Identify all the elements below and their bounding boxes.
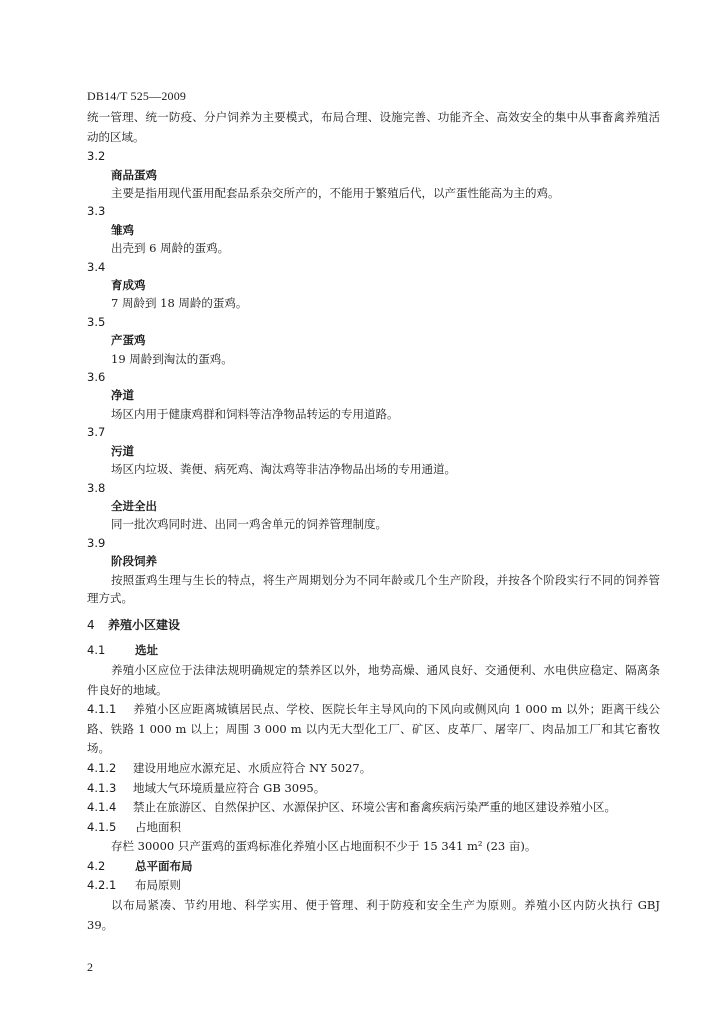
term-definition: 出壳到 6 周龄的蛋鸡。 bbox=[111, 241, 230, 256]
term-definition: 同一批次鸡同时进、出同一鸡舍单元的饲养管理制度。 bbox=[111, 517, 387, 532]
clause-4-1-4 bbox=[87, 798, 660, 818]
term-definition: 按照蛋鸡生理与生长的特点，将生产周期划分为不同年龄或几个生产阶段，并按各个阶段实行不同的饲养管理方式。 bbox=[87, 572, 660, 605]
term-name: 阶段饲养 bbox=[111, 554, 157, 569]
section-number: 4.1.5 bbox=[87, 819, 117, 834]
clause-number: 4.1.1 bbox=[87, 702, 117, 717]
term-number: 3.3 bbox=[87, 204, 106, 219]
section-number: 4.2.1 bbox=[87, 878, 117, 893]
term-number: 3.2 bbox=[87, 149, 106, 164]
term-3-4 bbox=[87, 258, 660, 313]
term-number: 3.8 bbox=[87, 480, 106, 495]
clause-text: 养殖小区应距离城镇居民点、学校、医院长年主导风向的下风向或侧风向 1 000 m 以外；距离干线公路、铁路 1 000 m 以上；周围 3 000 m 以内无大型化工厂、矿区、皮革厂、屠宰厂、肉品加工厂和其它畜牧场。 bbox=[87, 702, 660, 756]
page-body bbox=[87, 108, 660, 935]
clause-4-1-1 bbox=[87, 700, 660, 759]
document-code: DB14/T 525—2009 bbox=[87, 89, 187, 103]
clause-number: 4.1.4 bbox=[87, 800, 117, 815]
clause-4-1-2 bbox=[87, 759, 660, 779]
section-title: 布局原则 bbox=[135, 878, 181, 893]
term-3-9 bbox=[87, 534, 660, 608]
term-name: 产蛋鸡 bbox=[111, 333, 146, 348]
term-3-5 bbox=[87, 313, 660, 368]
intro-paragraph: 统一管理、统一防疫、分户饲养为主要模式，布局合理、设施完善、功能齐全、高效安全的集中从事畜禽养殖活动的区域。 bbox=[87, 110, 660, 144]
section-number: 4.1 bbox=[87, 643, 106, 658]
term-definition: 场区内垃圾、粪便、病死鸡、淘汰鸡等非洁净物品出场的专用通道。 bbox=[111, 462, 456, 477]
term-number: 3.7 bbox=[87, 425, 106, 440]
clause-text: 禁止在旅游区、自然保护区、水源保护区、环境公害和畜禽疾病污染严重的地区建设养殖小区。 bbox=[133, 800, 616, 815]
section-number: 4.2 bbox=[87, 858, 106, 873]
clause-text: 建设用地应水源充足、水质应符合 NY 5027。 bbox=[133, 760, 372, 775]
term-number: 3.9 bbox=[87, 535, 106, 550]
term-number: 3.6 bbox=[87, 370, 106, 385]
term-3-8 bbox=[87, 479, 660, 534]
term-name: 全进全出 bbox=[111, 498, 157, 513]
term-definition: 主要是指用现代蛋用配套品系杂交所产的，不能用于繁殖后代，以产蛋性能高为主的鸡。 bbox=[111, 186, 560, 200]
section-heading-4-1 bbox=[87, 641, 660, 661]
section-paragraph: 养殖小区应位于法律法规明确规定的禁养区以外，地势高燥、通风良好、交通便利、水电供应稳定、隔离条件良好的地域。 bbox=[87, 662, 660, 697]
section-paragraph: 以布局紧凑、节约用地、科学实用、便于管理、利于防疫和安全生产为原则。养殖小区内防火执行 GBJ 39。 bbox=[87, 898, 660, 932]
clause-number: 4.1.2 bbox=[87, 760, 117, 775]
section-heading-4-2-1 bbox=[87, 876, 660, 896]
term-name: 净道 bbox=[111, 388, 134, 403]
term-3-2 bbox=[87, 147, 660, 202]
section-paragraph: 存栏 30000 只产蛋鸡的蛋鸡标准化养殖小区占地面积不少于 15 341 m² (23 亩)。 bbox=[111, 839, 537, 854]
term-definition: 7 周龄到 18 周龄的蛋鸡。 bbox=[111, 296, 248, 311]
term-3-3 bbox=[87, 202, 660, 257]
term-3-6 bbox=[87, 368, 660, 423]
clause-text: 地域大气环境质量应符合 GB 3095。 bbox=[133, 780, 326, 795]
term-number: 3.4 bbox=[87, 259, 106, 274]
term-definition: 19 周龄到淘汰的蛋鸡。 bbox=[111, 351, 233, 366]
clause-4-1-3 bbox=[87, 779, 660, 799]
clause-number: 4.1.3 bbox=[87, 780, 117, 795]
term-definition: 场区内用于健康鸡群和饲料等洁净物品转运的专用道路。 bbox=[111, 406, 399, 421]
chapter-title: 养殖小区建设 bbox=[108, 618, 181, 633]
term-3-7 bbox=[87, 423, 660, 478]
term-name: 污道 bbox=[111, 443, 134, 458]
section-heading-4-1-5 bbox=[87, 818, 660, 838]
term-name: 育成鸡 bbox=[111, 278, 146, 293]
page-number: 2 bbox=[87, 960, 93, 974]
term-name: 雏鸡 bbox=[111, 222, 134, 237]
term-name: 商品蛋鸡 bbox=[111, 167, 157, 182]
section-title: 选址 bbox=[135, 643, 158, 658]
section-heading-4-2 bbox=[87, 857, 660, 877]
chapter-number: 4 bbox=[87, 618, 95, 633]
chapter-heading bbox=[87, 615, 660, 635]
section-title: 总平面布局 bbox=[135, 858, 193, 873]
term-number: 3.5 bbox=[87, 314, 106, 329]
section-title: 占地面积 bbox=[135, 819, 181, 834]
